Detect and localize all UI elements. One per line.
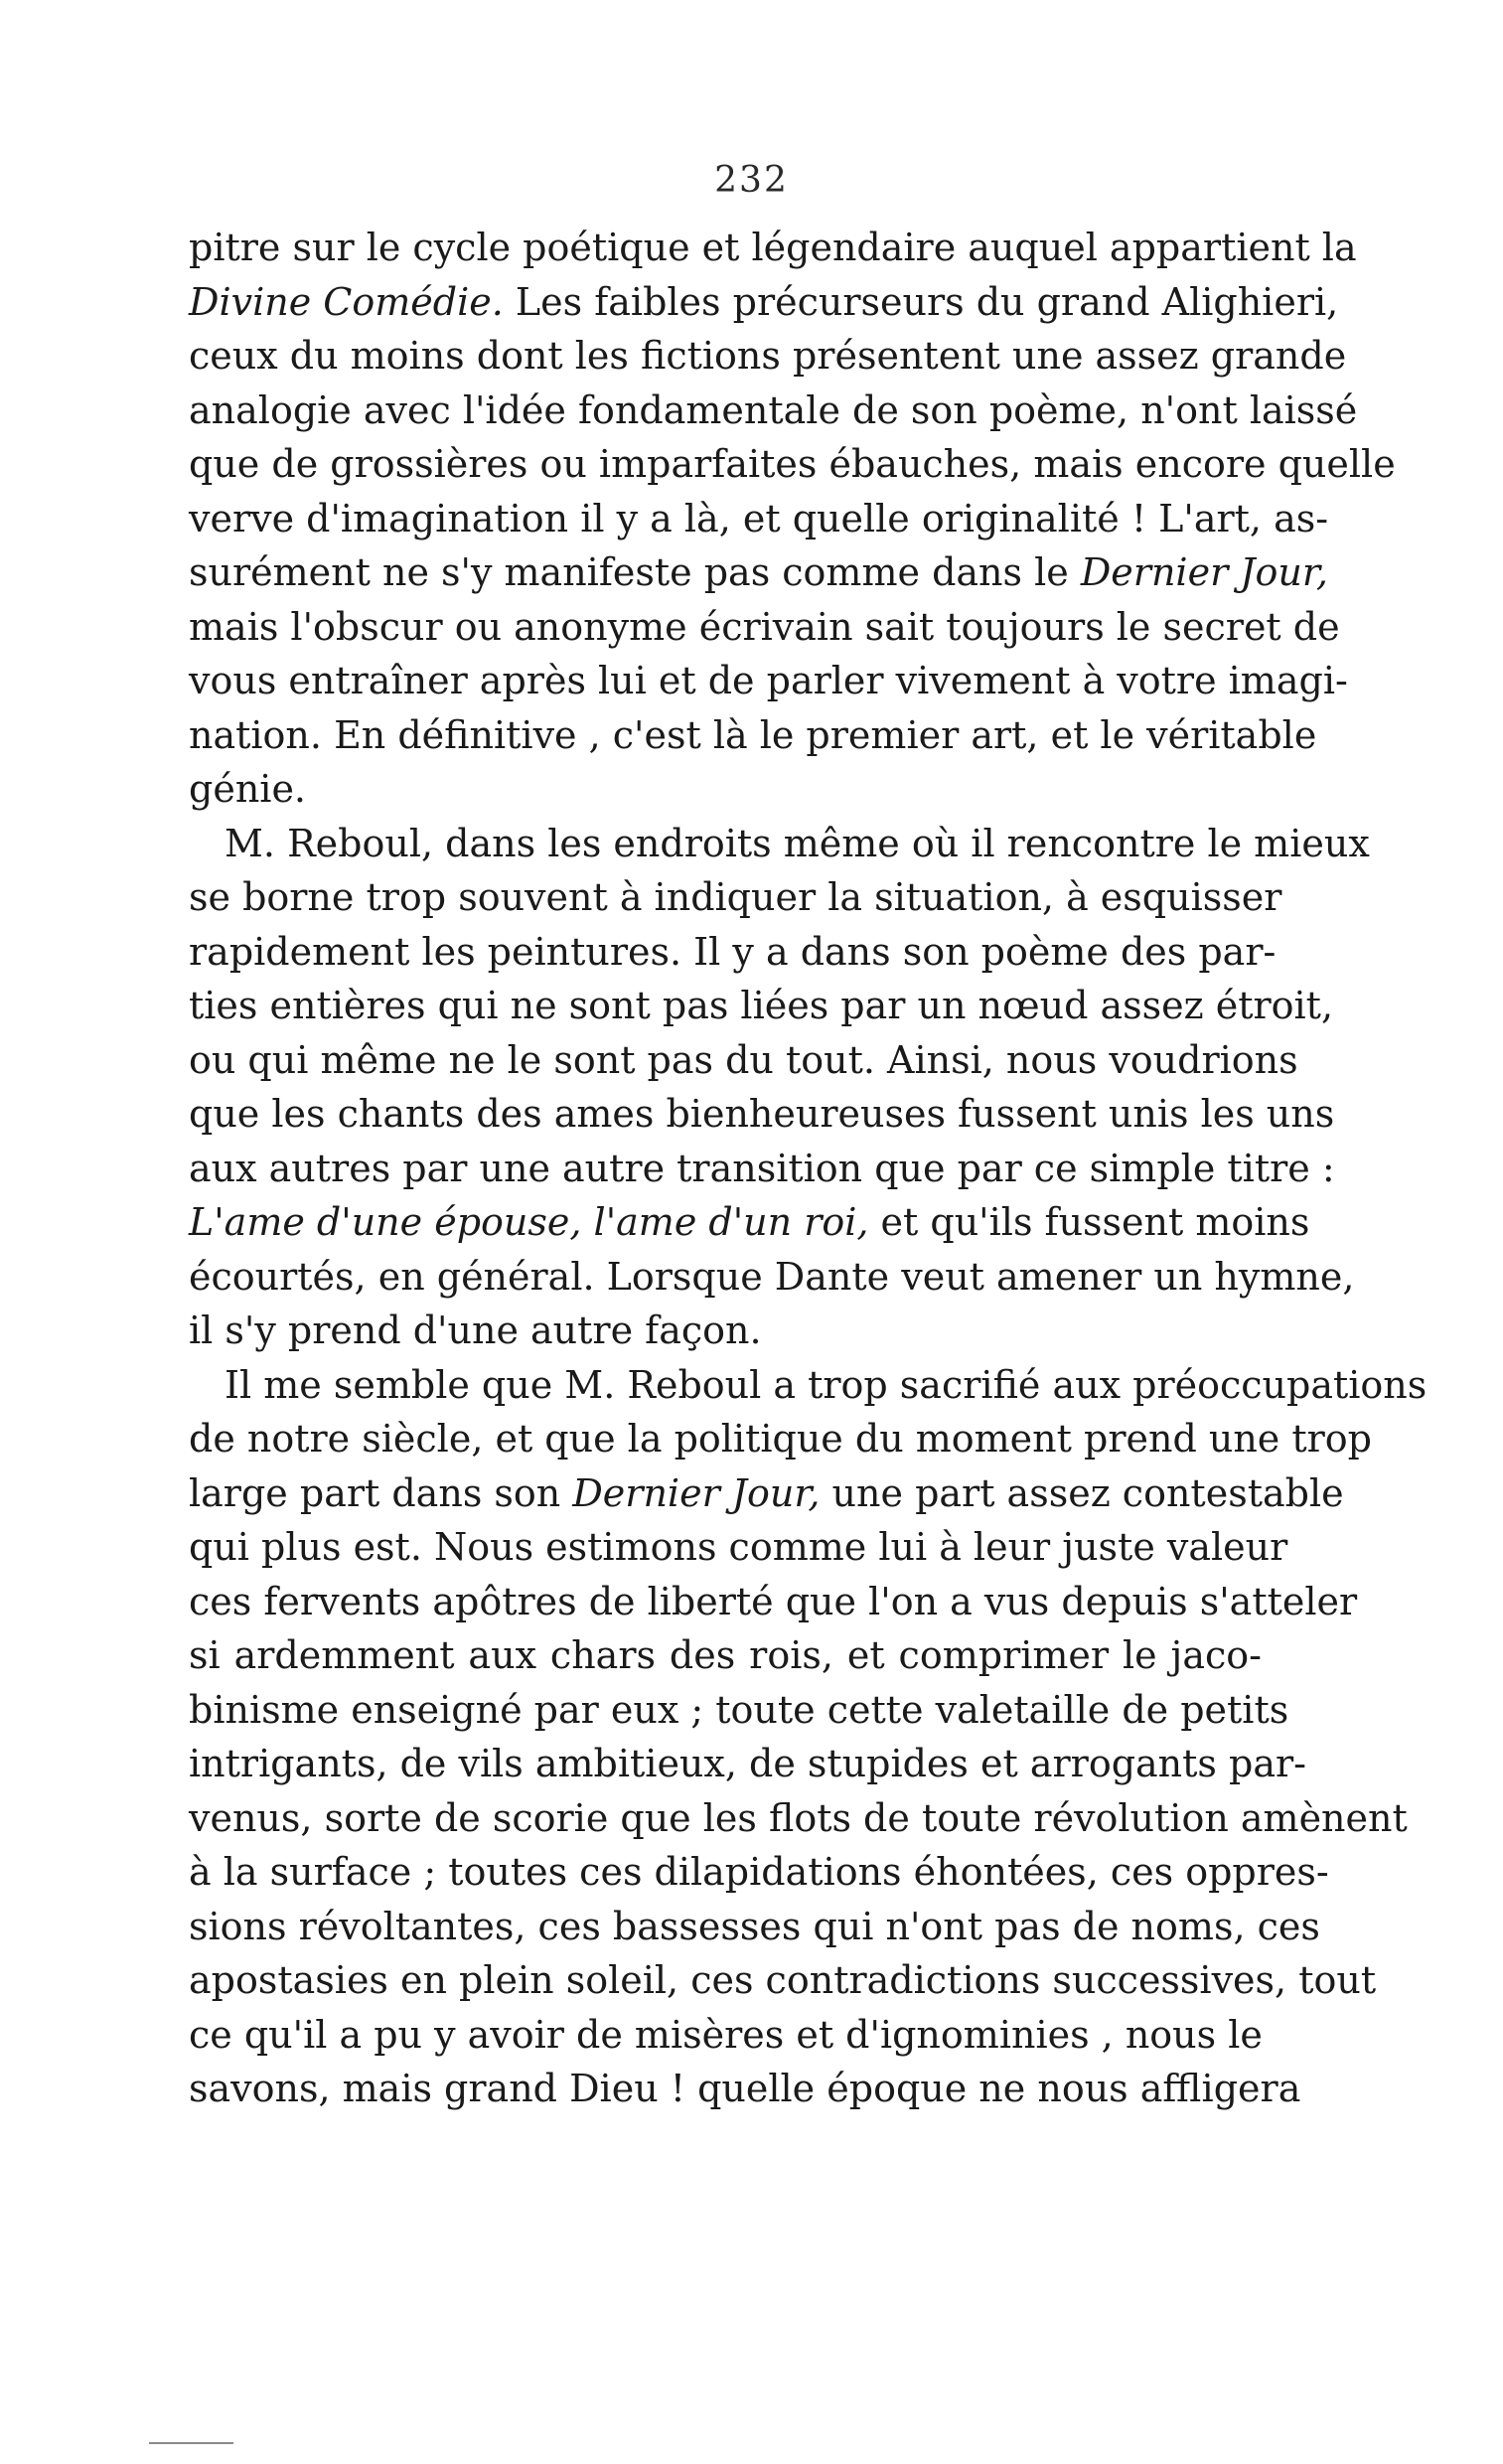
italic-title: Dernier Jour, (1080, 550, 1328, 594)
text-line: sions révoltantes, ces bassesses qui n'ont pas de noms, ces (189, 1904, 1320, 1948)
text-line: qui plus est. Nous estimons comme lui à leur juste valeur (189, 1525, 1288, 1569)
text-line: si ardemment aux chars des rois, et comprimer le jaco- (189, 1633, 1262, 1677)
text-line: apostasies en plein soleil, ces contradictions successives, tout (189, 1958, 1377, 2002)
text-line: vous entraîner après lui et de parler vivement à votre imagi- (189, 659, 1348, 702)
text-line: M. Reboul, dans les endroits même où il rencontre le mieux (225, 821, 1370, 865)
text-line: écourtés, en général. Lorsque Dante veut amener un hymne, (189, 1254, 1355, 1299)
text-line: surément ne s'y manifeste pas comme dans le Dernier Jour, (189, 550, 1328, 594)
text-line: ou qui même ne le sont pas du tout. Ainsi, nous voudrions (189, 1037, 1298, 1082)
italic-title: L'ame d'une épouse, l'ame d'un roi, (189, 1200, 869, 1244)
text-line: large part dans son Dernier Jour, une part assez contestable (189, 1470, 1344, 1515)
text-line: L'ame d'une épouse, l'ame d'un roi, et qu'ils fussent moins (189, 1200, 1310, 1244)
text-line: se borne trop souvent à indiquer la situation, à esquisser (189, 875, 1282, 919)
text-line: il s'y prend d'une autre façon. (189, 1309, 762, 1352)
text-line: Il me semble que M. Reboul a trop sacrifié aux préoccupations (225, 1362, 1428, 1407)
text-line: Divine Comédie. Les faibles précurseurs du grand Alighieri, (189, 279, 1339, 324)
paragraph (189, 1358, 1428, 2116)
text-line: que de grossières ou imparfaites ébauches, mais encore quelle (189, 442, 1396, 486)
text-line: savons, mais grand Dieu ! quelle époque ne nous affligera (189, 2067, 1301, 2110)
text-line: binisme enseigné par eux ; toute cette valetaille de petits (189, 1687, 1289, 1732)
paragraph (189, 817, 1370, 1358)
text-line: venus, sorte de scorie que les flots de toute révolution amènent (189, 1795, 1408, 1840)
text-line: à la surface ; toutes ces dilapidations éhontées, ces oppres- (189, 1850, 1329, 1894)
text-line: que les chants des ames bienheureuses fussent unis les uns (189, 1092, 1335, 1136)
text-line: de notre siècle, et que la politique du moment prend une trop (189, 1417, 1373, 1461)
italic-title: Dernier Jour, (572, 1470, 821, 1515)
footer-rule (149, 2442, 233, 2444)
text-line: ces fervents apôtres de liberté que l'on a vus depuis s'atteler (189, 1579, 1358, 1623)
paragraph (189, 221, 1396, 817)
text-line: intrigants, de vils ambitieux, de stupides et arrogants par- (189, 1742, 1306, 1785)
text-line: pitre sur le cycle poétique et légendaire auquel appartient la (189, 226, 1357, 269)
text-line: verve d'imagination il y a là, et quelle originalité ! L'art, as- (189, 496, 1329, 540)
text-line: mais l'obscur ou anonyme écrivain sait toujours le secret de (189, 604, 1340, 649)
body-text (189, 221, 1428, 2116)
text-line: ties entières qui ne sont pas liées par un nœud assez étroit, (189, 984, 1334, 1027)
text-line: ceux du moins dont les fictions présentent une assez grande (189, 334, 1347, 378)
text-line: aux autres par une autre transition que par ce simple titre : (189, 1146, 1335, 1190)
text-line: rapidement les peintures. Il y a dans son poème des par- (189, 929, 1277, 974)
italic-title: Divine Comédie. (189, 279, 504, 324)
text-line: ce qu'il a pu y avoir de misères et d'ignominies , nous le (189, 2012, 1263, 2057)
text-line: génie. (189, 767, 307, 811)
text-line: analogie avec l'idée fondamentale de son poème, n'ont laissé (189, 387, 1358, 432)
text-line: nation. En définitive , c'est là le premier art, et le véritable (189, 712, 1317, 757)
page-number: 232 (714, 160, 789, 201)
